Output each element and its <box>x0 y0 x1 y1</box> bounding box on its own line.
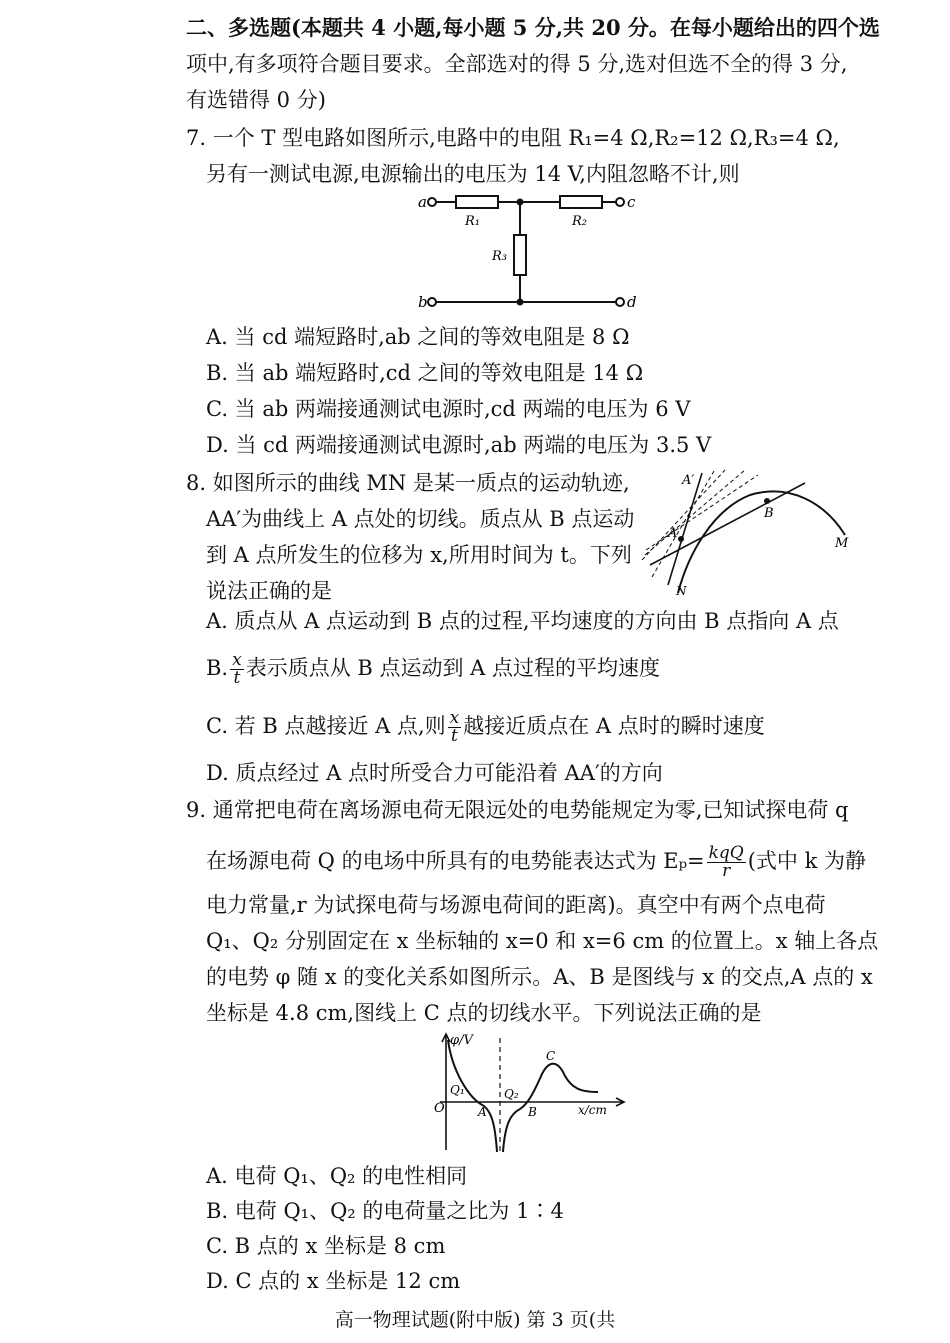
q9-stem-line2-prefix: 在场源电荷 Q 的电场中所具有的电势能表达式为 Eₚ= <box>206 849 705 873</box>
fraction-denominator: t <box>233 668 241 688</box>
fraction-numerator: x <box>232 650 242 670</box>
q9-label-q2: Q₂ <box>504 1087 519 1101</box>
q7-option-d: D. 当 cd 两端接通测试电源时,ab 两端的电压为 3.5 V <box>206 433 712 457</box>
q9-label-c: C <box>546 1049 556 1063</box>
q8-option-c-fraction <box>448 710 462 745</box>
q9-option-d: D. C 点的 x 坐标是 12 cm <box>206 1269 461 1293</box>
q7-circuit-diagram <box>410 190 650 315</box>
q8-label-a: A <box>668 526 678 541</box>
page-footer: 高一物理试题(附中版) 第 3 页(共 <box>334 1309 616 1331</box>
fraction-numerator: x <box>449 708 460 728</box>
q7-terminal-a: a <box>418 193 427 211</box>
q7-stem-line1: 7. 一个 T 型电路如图所示,电路中的电阻 R₁=4 Ω,R₂=12 Ω,R₃=4 Ω, <box>186 126 840 150</box>
q8-option-b-fraction <box>230 652 244 687</box>
q9-label-b: B <box>528 1105 537 1119</box>
q7-option-a: A. 当 cd 端短路时,ab 之间的等效电阻是 8 Ω <box>206 325 630 349</box>
q8-option-b <box>206 652 660 687</box>
q9-label-a: A <box>478 1105 487 1119</box>
q9-stem-line5: 的电势 φ 随 x 的变化关系如图所示。A、B 是图线与 x 的交点,A 点的 x <box>206 965 873 989</box>
q8-trajectory-diagram <box>630 465 860 600</box>
q8-option-a: A. 质点从 A 点运动到 B 点的过程,平均速度的方向由 B 点指向 A 点 <box>206 609 839 633</box>
q8-option-d: D. 质点经过 A 点时所受合力可能沿着 AA′的方向 <box>206 761 663 785</box>
q9-xlabel: x/cm <box>578 1103 607 1117</box>
q8-option-c <box>206 710 765 745</box>
q9-ylabel: φ/V <box>450 1033 473 1048</box>
section-heading: 二、多选题(本题共 4 小题,每小题 5 分,共 20 分。在每小题给出的四个选 <box>186 15 880 40</box>
q8-stem-line3: 到 A 点所发生的位移为 x,所用时间为 t。下列 <box>206 543 632 567</box>
q8-stem-line1: 8. 如图所示的曲线 MN 是某一质点的运动轨迹, <box>186 471 630 495</box>
q9-origin-label: O <box>434 1101 445 1116</box>
q7-label-r1: R₁ <box>465 214 480 229</box>
q9-option-b: B. 电荷 Q₁、Q₂ 的电荷量之比为 1∶4 <box>206 1199 564 1223</box>
q9-stem-line2-suffix: (式中 k 为静 <box>747 849 866 873</box>
section-instructions-line3: 有选错得 0 分) <box>186 88 326 112</box>
q7-terminal-c: c <box>627 193 636 211</box>
q8-option-c-text: 越接近质点在 A 点时的瞬时速度 <box>463 714 765 738</box>
q7-terminal-b: b <box>418 293 428 311</box>
q9-stem-line1: 9. 通常把电荷在离场源电荷无限远处的电势能规定为零,已知试探电荷 q <box>186 798 849 822</box>
q9-potential-energy-fraction <box>707 845 746 880</box>
q9-option-a: A. 电荷 Q₁、Q₂ 的电性相同 <box>206 1164 468 1188</box>
q9-label-q1: Q₁ <box>450 1083 465 1097</box>
q7-stem-line2: 另有一测试电源,电源输出的电压为 14 V,内阻忽略不计,则 <box>206 162 740 186</box>
q7-option-b: B. 当 ab 端短路时,cd 之间的等效电阻是 14 Ω <box>206 361 644 385</box>
fraction-denominator: r <box>722 861 731 881</box>
q9-stem-line6: 坐标是 4.8 cm,图线上 C 点的切线水平。下列说法正确的是 <box>206 1001 762 1025</box>
q9-potential-graph <box>428 1030 638 1155</box>
q8-option-c-prefix: C. 若 B 点越接近 A 点,则 <box>206 714 446 738</box>
q9-option-c: C. B 点的 x 坐标是 8 cm <box>206 1234 446 1258</box>
q8-stem-line4: 说法正确的是 <box>206 579 332 603</box>
q8-stem-line2: AA′为曲线上 A 点处的切线。质点从 B 点运动 <box>206 507 635 531</box>
q9-stem-line4: Q₁、Q₂ 分别固定在 x 坐标轴的 x=0 和 x=6 cm 的位置上。x 轴上各点 <box>206 929 879 953</box>
fraction-numerator: kqQ <box>708 843 744 863</box>
q7-label-r2: R₂ <box>572 214 587 229</box>
q9-stem-line3: 电力常量,r 为试探电荷与场源电荷间的距离)。真空中有两个点电荷 <box>206 893 826 917</box>
q7-terminal-d: d <box>627 293 637 311</box>
q7-option-c: C. 当 ab 两端接通测试电源时,cd 两端的电压为 6 V <box>206 397 691 421</box>
q8-label-b: B <box>764 506 774 521</box>
q8-option-b-text: 表示质点从 B 点运动到 A 点过程的平均速度 <box>245 656 661 680</box>
section-instructions-line2: 项中,有多项符合题目要求。全部选对的得 5 分,选对但选不全的得 3 分, <box>186 52 848 76</box>
q8-option-b-prefix: B. <box>206 656 229 680</box>
fraction-denominator: t <box>451 726 458 746</box>
q7-label-r3: R₃ <box>492 249 507 264</box>
q8-label-a-prime: A′ <box>682 473 695 488</box>
q8-label-m: M <box>835 536 849 551</box>
q8-label-n: N <box>676 584 687 598</box>
q9-stem-line2 <box>206 845 866 880</box>
